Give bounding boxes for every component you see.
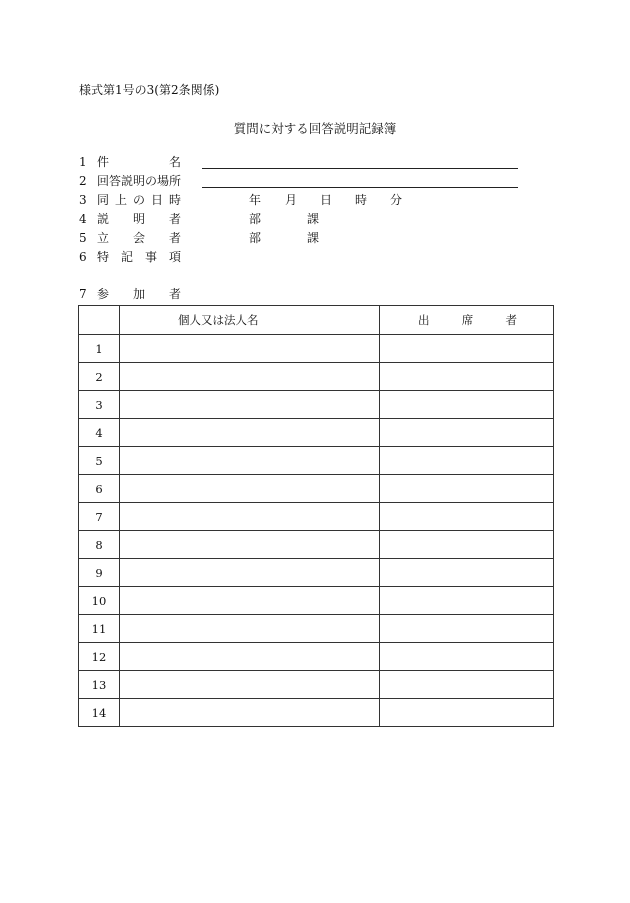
header-attendee: 出 席 者 — [418, 313, 517, 327]
name-cell[interactable] — [120, 615, 380, 643]
row-number: 10 — [79, 587, 120, 615]
unit-department: 部 — [249, 231, 262, 245]
place-fill-line — [202, 187, 518, 188]
attendee-cell[interactable] — [380, 643, 554, 671]
table-row — [79, 503, 554, 531]
attendee-cell[interactable] — [380, 363, 554, 391]
header-name: 個人又は法人名 — [178, 313, 259, 327]
row-number: 13 — [79, 671, 120, 699]
row-number: 8 — [79, 531, 120, 559]
attendee-cell[interactable] — [380, 447, 554, 475]
participants-table — [78, 305, 554, 727]
attendee-cell[interactable] — [380, 475, 554, 503]
unit-section: 課 — [307, 212, 320, 226]
unit-month: 月 — [285, 193, 298, 207]
row-number: 14 — [79, 699, 120, 727]
table-row — [79, 419, 554, 447]
name-cell[interactable] — [120, 419, 380, 447]
unit-year: 年 — [249, 193, 262, 207]
unit-minute: 分 — [390, 193, 403, 207]
item-label: 件 名 — [97, 155, 181, 169]
row-number: 11 — [79, 615, 120, 643]
name-cell[interactable] — [120, 671, 380, 699]
row-number: 2 — [79, 363, 120, 391]
name-cell[interactable] — [120, 699, 380, 727]
row-number: 6 — [79, 475, 120, 503]
table-row — [79, 643, 554, 671]
table-row — [79, 447, 554, 475]
table-row — [79, 531, 554, 559]
table-row — [79, 671, 554, 699]
attendee-cell[interactable] — [380, 615, 554, 643]
attendee-cell[interactable] — [380, 671, 554, 699]
document-title: 質問に対する回答説明記録簿 — [233, 121, 397, 136]
name-cell[interactable] — [120, 643, 380, 671]
item-label: 参 加 者 — [97, 287, 181, 301]
table-row — [79, 335, 554, 363]
name-cell[interactable] — [120, 335, 380, 363]
header-number-cell — [79, 306, 120, 335]
row-number: 7 — [79, 503, 120, 531]
table-row — [79, 559, 554, 587]
form-number: 様式第1号の3(第2条関係) — [79, 83, 220, 97]
header-name-cell — [120, 306, 380, 335]
row-number: 3 — [79, 391, 120, 419]
table-row — [79, 391, 554, 419]
attendee-cell[interactable] — [380, 531, 554, 559]
item-label: 特 記 事 項 — [97, 250, 181, 264]
item-number: 7 — [79, 287, 87, 301]
subject-fill-line — [202, 168, 518, 169]
name-cell[interactable] — [120, 475, 380, 503]
item-number: 4 — [79, 212, 87, 226]
table-header-row — [79, 306, 554, 335]
item-number: 3 — [79, 193, 87, 207]
name-cell[interactable] — [120, 391, 380, 419]
attendee-cell[interactable] — [380, 335, 554, 363]
attendee-cell[interactable] — [380, 503, 554, 531]
row-number: 5 — [79, 447, 120, 475]
item-number: 6 — [79, 250, 87, 264]
row-number: 1 — [79, 335, 120, 363]
item-number: 5 — [79, 231, 87, 245]
item-label: 回答説明の場所 — [97, 174, 182, 188]
attendee-cell[interactable] — [380, 699, 554, 727]
unit-day: 日 — [320, 193, 333, 207]
table-row — [79, 587, 554, 615]
attendee-cell[interactable] — [380, 587, 554, 615]
table-row — [79, 363, 554, 391]
table-row — [79, 475, 554, 503]
name-cell[interactable] — [120, 363, 380, 391]
row-number: 4 — [79, 419, 120, 447]
name-cell[interactable] — [120, 531, 380, 559]
item-label: 説 明 者 — [97, 212, 181, 226]
unit-section: 課 — [307, 231, 320, 245]
name-cell[interactable] — [120, 559, 380, 587]
item-number: 1 — [79, 155, 87, 169]
attendee-cell[interactable] — [380, 419, 554, 447]
unit-hour: 時 — [355, 193, 368, 207]
header-attendee-cell — [380, 306, 554, 335]
row-number: 9 — [79, 559, 120, 587]
name-cell[interactable] — [120, 447, 380, 475]
item-label: 立 会 者 — [97, 231, 181, 245]
attendee-cell[interactable] — [380, 391, 554, 419]
table-row — [79, 699, 554, 727]
name-cell[interactable] — [120, 587, 380, 615]
item-number: 2 — [79, 174, 87, 188]
name-cell[interactable] — [120, 503, 380, 531]
row-number: 12 — [79, 643, 120, 671]
item-label: 同 上 の 日 時 — [97, 193, 181, 207]
unit-department: 部 — [249, 212, 262, 226]
attendee-cell[interactable] — [380, 559, 554, 587]
table-row — [79, 615, 554, 643]
